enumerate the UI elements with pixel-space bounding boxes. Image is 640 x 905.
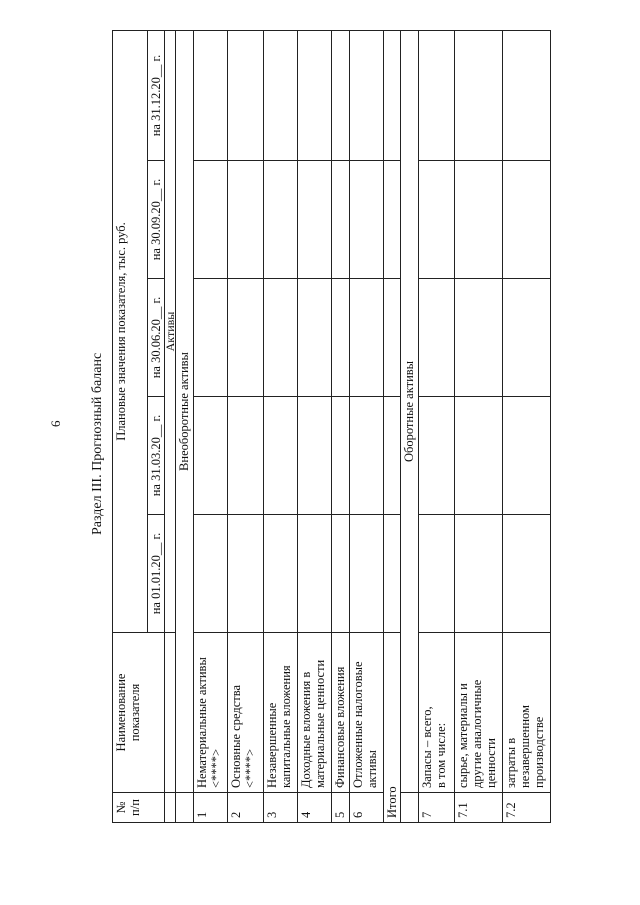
value-cell[interactable] [193,161,227,279]
value-cell[interactable] [227,30,263,160]
value-cell[interactable] [454,279,502,397]
header-row-1 [113,30,148,822]
row-name: Финансовые вложения [331,633,349,793]
value-cell[interactable] [331,397,349,515]
value-cell[interactable] [383,161,400,279]
row-name: Нематериальные активы <****> [193,633,227,793]
noncurrent-header-row [176,30,193,822]
value-cell[interactable] [263,515,297,633]
assets-label: Активы [165,30,176,632]
value-cell[interactable] [263,161,297,279]
value-cell[interactable] [502,30,550,160]
value-cell[interactable] [454,161,502,279]
row-number: 1 [193,793,227,823]
row-name: Основные средства <****> [227,633,263,793]
value-cell[interactable] [502,515,550,633]
row-number: 3 [263,793,297,823]
value-cell[interactable] [418,30,454,160]
value-cell[interactable] [454,30,502,160]
total-row [383,30,400,822]
value-cell[interactable] [331,30,349,160]
header-num: № п/п [113,793,165,823]
row-name: затраты в незавершенном производстве [502,633,550,793]
value-cell[interactable] [349,279,383,397]
value-cell[interactable] [331,161,349,279]
row-name: Незавершенные капитальные вложения [263,633,297,793]
row-number: 7.2 [502,793,550,823]
header-name: Наименование показателя [113,633,165,793]
value-cell[interactable] [331,279,349,397]
value-cell[interactable] [297,161,331,279]
row-number: 4 [297,793,331,823]
row-number: 6 [349,793,383,823]
table-row [227,30,263,822]
value-cell[interactable] [502,161,550,279]
value-cell[interactable] [349,397,383,515]
value-cell[interactable] [297,279,331,397]
table-row [454,30,502,822]
value-cell[interactable] [418,515,454,633]
row-name: сырье, материалы и другие аналогичные ценности [454,633,502,793]
table-row [331,30,349,822]
header-plan: Плановые значения показателя, тыс. руб. [113,30,148,632]
value-cell[interactable] [193,30,227,160]
value-cell[interactable] [383,397,400,515]
header-period: на 31.03.20__ г. [148,397,165,515]
current-header-row [401,30,418,822]
table-row [418,30,454,822]
value-cell[interactable] [349,515,383,633]
value-cell[interactable] [297,397,331,515]
total-label: Итого [383,633,400,823]
table-row [193,30,227,822]
row-name: Отложенные налоговые активы [349,633,383,793]
value-cell[interactable] [418,279,454,397]
value-cell[interactable] [263,30,297,160]
table-row [502,30,550,822]
value-cell[interactable] [502,397,550,515]
value-cell[interactable] [349,161,383,279]
value-cell[interactable] [454,515,502,633]
row-name: Запасы – всего, в том числе: [418,633,454,793]
value-cell[interactable] [331,515,349,633]
value-cell[interactable] [193,397,227,515]
value-cell[interactable] [502,279,550,397]
page-number: 6 [48,420,63,427]
assets-row [165,30,176,822]
balance-table [112,30,551,823]
value-cell[interactable] [227,161,263,279]
row-number: 5 [331,793,349,823]
value-cell[interactable] [454,397,502,515]
value-cell[interactable] [349,30,383,160]
header-period: на 30.09.20__ г. [148,161,165,279]
value-cell[interactable] [227,397,263,515]
row-number: 2 [227,793,263,823]
row-number: 7 [418,793,454,823]
value-cell[interactable] [297,30,331,160]
value-cell[interactable] [383,279,400,397]
value-cell[interactable] [227,279,263,397]
section-title: Раздел III. Прогнозный баланс [90,352,105,535]
noncurrent-label: Внеоборотные активы [176,30,193,792]
row-number: 7.1 [454,793,502,823]
header-period: на 31.12.20__ г. [148,30,165,160]
value-cell[interactable] [297,515,331,633]
table-row [263,30,297,822]
header-period: на 30.06.20__ г. [148,279,165,397]
current-label: Оборотные активы [401,30,418,792]
balance-table-container [112,31,564,823]
value-cell[interactable] [418,397,454,515]
value-cell[interactable] [263,279,297,397]
table-row [349,30,383,822]
value-cell[interactable] [263,397,297,515]
row-name: Доходные вложения в материальные ценности [297,633,331,793]
header-period: на 01.01.20__ г. [148,515,165,633]
table-row [297,30,331,822]
value-cell[interactable] [383,30,400,160]
value-cell[interactable] [193,279,227,397]
value-cell[interactable] [227,515,263,633]
value-cell[interactable] [418,161,454,279]
value-cell[interactable] [193,515,227,633]
value-cell[interactable] [383,515,400,633]
